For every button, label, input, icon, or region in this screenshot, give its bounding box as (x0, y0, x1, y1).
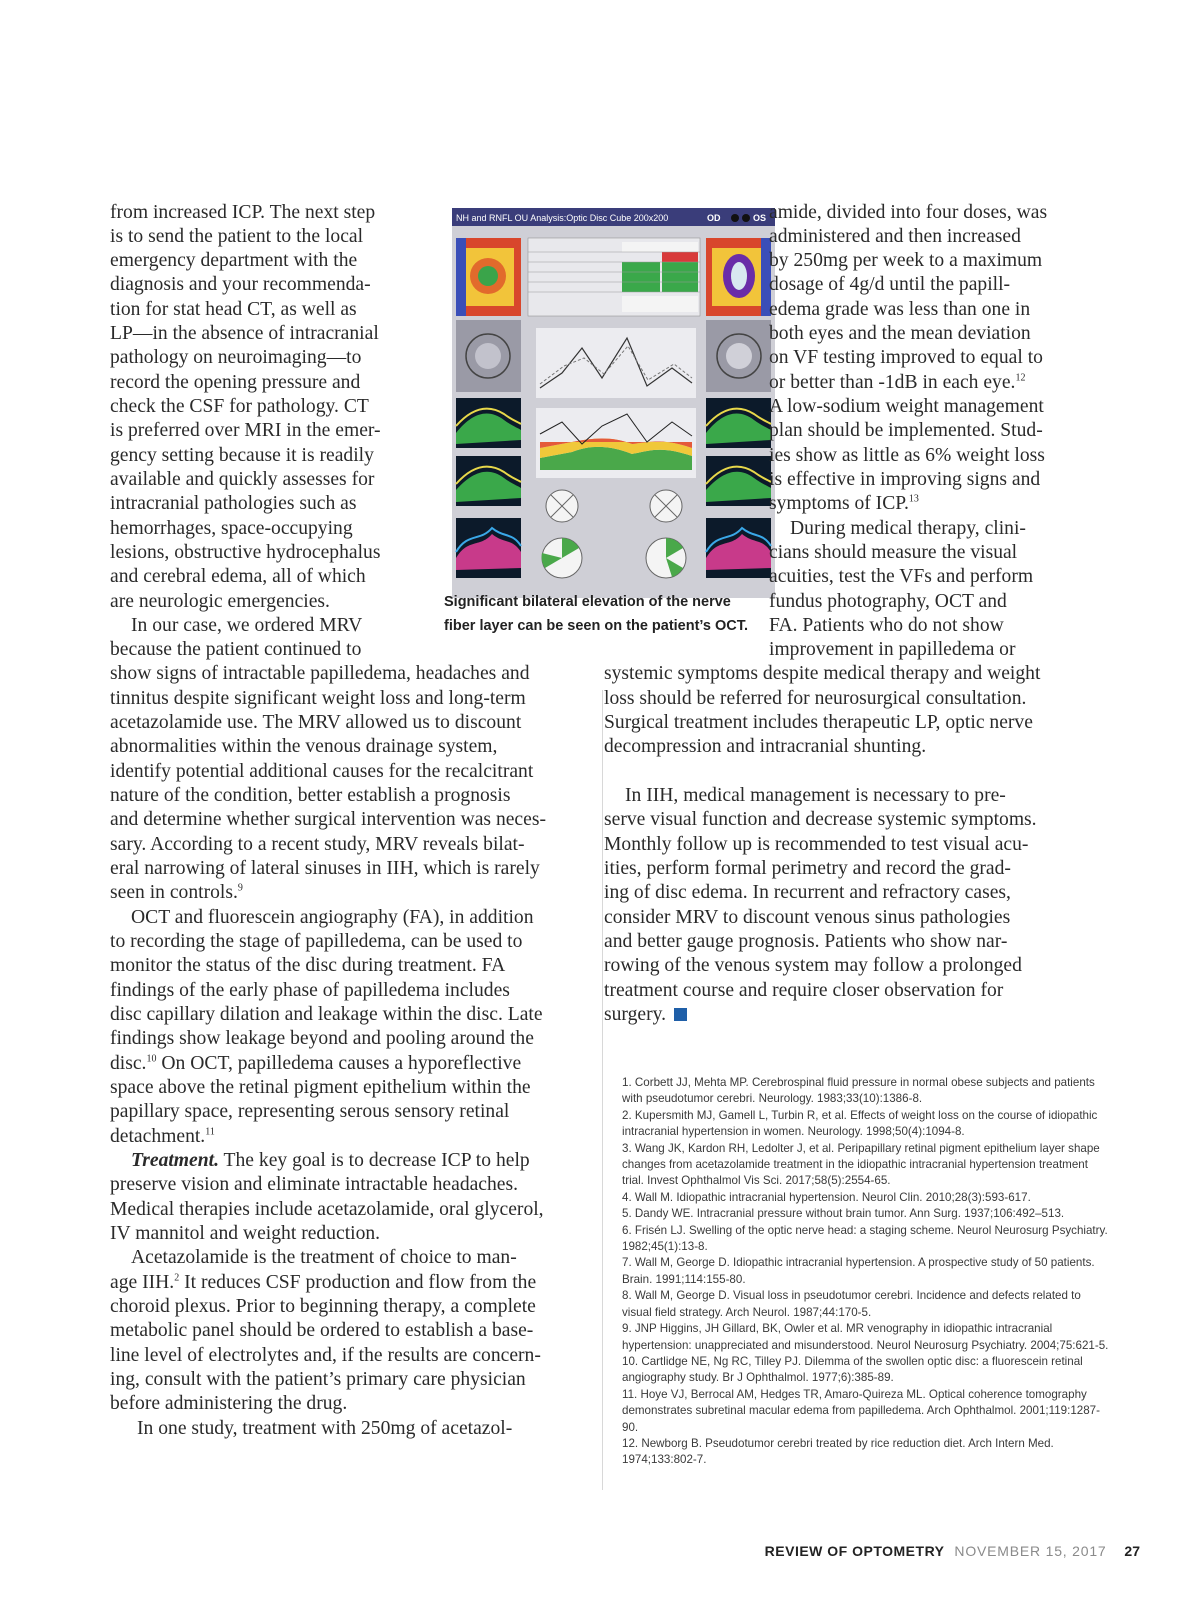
text-line: acetazolamide use. The MRV allowed us to discount (110, 712, 522, 733)
text-run: seen in controls. (110, 882, 238, 903)
text-line (110, 1051, 521, 1076)
oct-bscans-left (456, 398, 521, 578)
text-line: sary. According to a recent study, MRV reveals bilat- (110, 834, 525, 855)
reference-item: 6. Frisén LJ. Swelling of the optic nerve head: a staging scheme. Neurol Neurosurg Psychiatry. 1982;45(1):13-8. (622, 1223, 1108, 1254)
text-line: and better gauge prognosis. Patients who show nar- (604, 931, 1008, 952)
text-line: check the CSF for pathology. CT (110, 396, 369, 417)
text-line: findings show leakage beyond and pooling around the (110, 1028, 534, 1049)
text-line: line level of electrolytes and, if the results are concern- (110, 1345, 541, 1366)
text-line: systemic symptoms despite medical therapy and weight (604, 663, 1041, 684)
section-heading-treatment: Treatment. (131, 1150, 219, 1171)
oct-report-figure (452, 208, 775, 598)
rnfl-table (528, 238, 700, 316)
os-thickness-map (706, 238, 771, 316)
text-line: Acetazolamide is the treatment of choice to man- (131, 1247, 517, 1268)
text-line: to recording the stage of papilledema, can be used to (110, 931, 523, 952)
text-line (131, 1148, 530, 1173)
text-line: tinnitus despite significant weight loss and long-term (110, 688, 526, 709)
text-run: surgery. (604, 1004, 667, 1025)
text-line: and cerebral edema, all of which (110, 566, 366, 587)
text-line: hemorrhages, space-occupying (110, 518, 353, 539)
text-line: identify potential additional causes for the recalcitrant (110, 761, 534, 782)
text-run: symptoms of ICP. (769, 493, 909, 514)
text-line: from increased ICP. The next step (110, 202, 376, 223)
text-line: preserve vision and eliminate intractable headaches. (110, 1174, 519, 1195)
text-line: edema grade was less than one in (769, 299, 1031, 320)
reference-item: 3. Wang JK, Kardon RH, Ledolter J, et al. Peripapillary retinal pigment epithelium layer shape changes from acetazolamide treatment in the idiopathic intracranial hypertension treatment trial. Invest Ophthalmol Vis Sci. 2017;58(5):2554-65. (622, 1141, 1100, 1188)
text-line: Monthly follow up is recommended to test visual acu- (604, 834, 1029, 855)
text-line: by 250mg per week to a maximum (769, 250, 1043, 271)
text-line: LP—in the absence of intracranial (110, 323, 379, 344)
magazine-name: REVIEW OF OPTOMETRY (764, 1543, 945, 1559)
text-line: In our case, we ordered MRV (131, 615, 363, 636)
text-line: dosage of 4g/d until the papill- (769, 274, 1011, 295)
text-line: ities, perform formal perimetry and record the grad- (604, 858, 1011, 879)
page-number: 27 (1124, 1543, 1140, 1559)
text-run: The key goal is to decrease ICP to help (223, 1150, 530, 1171)
text-line (110, 1270, 536, 1295)
text-run: On OCT, papilledema causes a hyporeflective (161, 1053, 522, 1074)
reference-item: 9. JNP Higgins, JH Gillard, BK, Owler et al. MR venography in idiopathic intracranial hypertension: unappreciated and misunderstood. Neurol Neurosurg Psychiatry. 2004;75:621-5. (622, 1322, 1109, 1352)
text-line: before administering the drug. (110, 1393, 348, 1414)
reference-item: 1. Corbett JJ, Mehta MP. Cerebrospinal fluid pressure in normal obese subjects and patients with pseudotumor cerebri. Neurology. 1983;33(10):1386-8. (622, 1076, 1095, 1106)
os-fundus-image (706, 320, 771, 392)
text-line: decompression and intracranial shunting. (604, 736, 927, 757)
reference-item: 2. Kupersmith MJ, Gamell L, Turbin R, et al. Effects of weight loss on the course of idiopathic intracranial hypertension in women. Neurology. 1998;50(4):1094-8. (622, 1108, 1098, 1139)
text-line: OCT and fluorescein angiography (FA), in addition (131, 907, 534, 928)
text-line: on VF testing improved to equal to (769, 347, 1043, 368)
reference-item: 4. Wall M. Idiopathic intracranial hypertension. Neurol Clin. 2010;28(3):593-617. (622, 1190, 1031, 1204)
text-line: both eyes and the mean deviation (769, 323, 1031, 344)
text-line: improvement in papilledema or (769, 639, 1016, 660)
text-line: administered and then increased (769, 226, 1021, 247)
end-of-article-square-icon (674, 1008, 687, 1021)
text-line (604, 1002, 687, 1027)
text-line: findings of the early phase of papilledema includes (110, 980, 510, 1001)
rnfl-thickness-profile (536, 328, 696, 398)
od-thickness-map (456, 238, 521, 316)
text-run: It reduces CSF production and flow from the (184, 1272, 537, 1293)
citation-marker: 2 (174, 1272, 180, 1284)
reference-item: 11. Hoye VJ, Berrocal AM, Hedges TR, Amaro-Quireza ML. Optical coherence tomography demonstrates subretinal macular edema from papilledema. Arch Ophthalmol. 2001;119:1287-90. (622, 1387, 1100, 1434)
rnfl-normative-chart (536, 408, 696, 478)
text-line: consider MRV to discount venous sinus pathologies (604, 907, 1011, 928)
oct-bscans-right (706, 398, 771, 578)
od-fundus-image (456, 320, 521, 392)
text-line: During medical therapy, clini- (790, 518, 1026, 539)
oct-report-image (452, 208, 775, 598)
references-list (622, 1075, 1112, 1469)
text-run: detachment. (110, 1126, 206, 1147)
text-run: age IIH. (110, 1272, 175, 1293)
reference-item: 8. Wall M, George D. Visual loss in pseudotumor cerebri. Incidence and defects related to visual field strategy. Arch Neurol. 1987;44:170-5. (622, 1289, 1081, 1319)
text-line (769, 370, 1025, 395)
text-line: is preferred over MRI in the emer- (110, 420, 381, 441)
text-line: plan should be implemented. Stud- (769, 420, 1043, 441)
text-line: ing, consult with the patient’s primary care physician (110, 1369, 526, 1390)
reference-item: 10. Cartlidge NE, Ng RC, Tilley PJ. Dilemma of the swollen optic disc: a fluorescein retinal angiography study. Br J Ophthalmol. 1977;6):385-89. (622, 1354, 1083, 1385)
page-footer (765, 1543, 1140, 1559)
text-line: choroid plexus. Prior to beginning therapy, a complete (110, 1296, 536, 1317)
figure-header: NH and RNFL OU Analysis:Optic Disc Cube 200x200 (456, 213, 669, 223)
text-line (110, 1124, 215, 1149)
text-line: available and quickly assesses for (110, 469, 375, 490)
text-line: loss should be referred for neurosurgical consultation. (604, 688, 1027, 709)
text-line: In IIH, medical management is necessary to pre- (625, 785, 1006, 806)
column-divider (602, 690, 603, 1490)
reference-item: 7. Wall M, George D. Idiopathic intracranial hypertension. A prospective study of 50 patients. Brain. 1991;114:155-80. (622, 1256, 1095, 1286)
text-line: ies show as little as 6% weight loss (769, 445, 1045, 466)
text-line: because the patient continued to (110, 639, 362, 660)
text-line: is to send the patient to the local (110, 226, 364, 247)
issue-date: NOVEMBER 15, 2017 (954, 1543, 1107, 1559)
text-line: eral narrowing of lateral sinuses in IIH, which is rarely (110, 858, 540, 879)
text-line: IV mannitol and weight reduction. (110, 1223, 381, 1244)
text-line: diagnosis and your recommenda- (110, 274, 371, 295)
text-line: are neurologic emergencies. (110, 591, 330, 612)
text-line: rowing of the venous system may follow a prolonged (604, 955, 1022, 976)
text-line: is effective in improving signs and (769, 469, 1041, 490)
text-line: ing of disc edema. In recurrent and refractory cases, (604, 882, 1011, 903)
text-line: tion for stat head CT, as well as (110, 299, 357, 320)
text-line: Medical therapies include acetazolamide, oral glycerol, (110, 1199, 544, 1220)
text-line: and determine whether surgical intervention was neces- (110, 809, 546, 830)
caption-line: Significant bilateral elevation of the nerve (444, 594, 731, 610)
text-line: gency setting because it is readily (110, 445, 374, 466)
citation-marker: 13 (908, 493, 919, 505)
text-line: intracranial pathologies such as (110, 493, 357, 514)
reference-item: 5. Dandy WE. Intracranial pressure without brain tumor. Ann Surg. 1937;106:492–513. (622, 1207, 1065, 1221)
caption-line: fiber layer can be seen on the patient’s OCT. (444, 618, 749, 634)
reference-item: 12. Newborg B. Pseudotumor cerebri treated by rice reduction diet. Arch Intern Med. 1974;133:802-7. (622, 1436, 1054, 1467)
text-line: amide, divided into four doses, was (769, 202, 1048, 223)
text-line: treatment course and require closer observation for (604, 980, 1004, 1001)
text-line: metabolic panel should be ordered to establish a base- (110, 1320, 534, 1341)
text-line: fundus photography, OCT and (769, 591, 1007, 612)
text-line (110, 880, 243, 905)
text-line: cians should measure the visual (769, 542, 1018, 563)
figure-caption (444, 590, 774, 638)
text-line: abnormalities within the venous drainage system, (110, 736, 498, 757)
od-dot (731, 214, 739, 222)
text-run: or better than -1dB in each eye. (769, 372, 1016, 393)
text-line: emergency department with the (110, 250, 358, 271)
os-dot (742, 214, 750, 222)
text-line: papillary space, representing serous sensory retinal (110, 1101, 510, 1122)
text-run: disc. (110, 1053, 147, 1074)
text-line: In one study, treatment with 250mg of acetazol- (137, 1418, 513, 1439)
text-line: serve visual function and decrease systemic symptoms. (604, 809, 1037, 830)
text-line: A low-sodium weight management (769, 396, 1044, 417)
text-line: record the opening pressure and (110, 372, 361, 393)
figure-os-label: OS (753, 213, 767, 223)
text-line: nature of the condition, better establish a prognosis (110, 785, 511, 806)
text-line: lesions, obstructive hydrocephalus (110, 542, 381, 563)
text-line: FA. Patients who do not show (769, 615, 1004, 636)
text-line: Surgical treatment includes therapeutic LP, optic nerve (604, 712, 1033, 733)
text-line: acuities, test the VFs and perform (769, 566, 1034, 587)
citation-marker: 9 (237, 882, 243, 894)
text-line: pathology on neuroimaging—to (110, 347, 362, 368)
text-line: space above the retinal pigment epithelium within the (110, 1077, 531, 1098)
citation-marker: 12 (1015, 372, 1026, 384)
citation-marker: 11 (205, 1126, 215, 1138)
figure-od-label: OD (707, 213, 721, 223)
text-line: show signs of intractable papilledema, headaches and (110, 663, 530, 684)
citation-marker: 10 (146, 1053, 157, 1065)
text-line (769, 491, 919, 516)
text-line: disc capillary dilation and leakage within the disc. Late (110, 1004, 543, 1025)
text-line: monitor the status of the disc during treatment. FA (110, 955, 506, 976)
